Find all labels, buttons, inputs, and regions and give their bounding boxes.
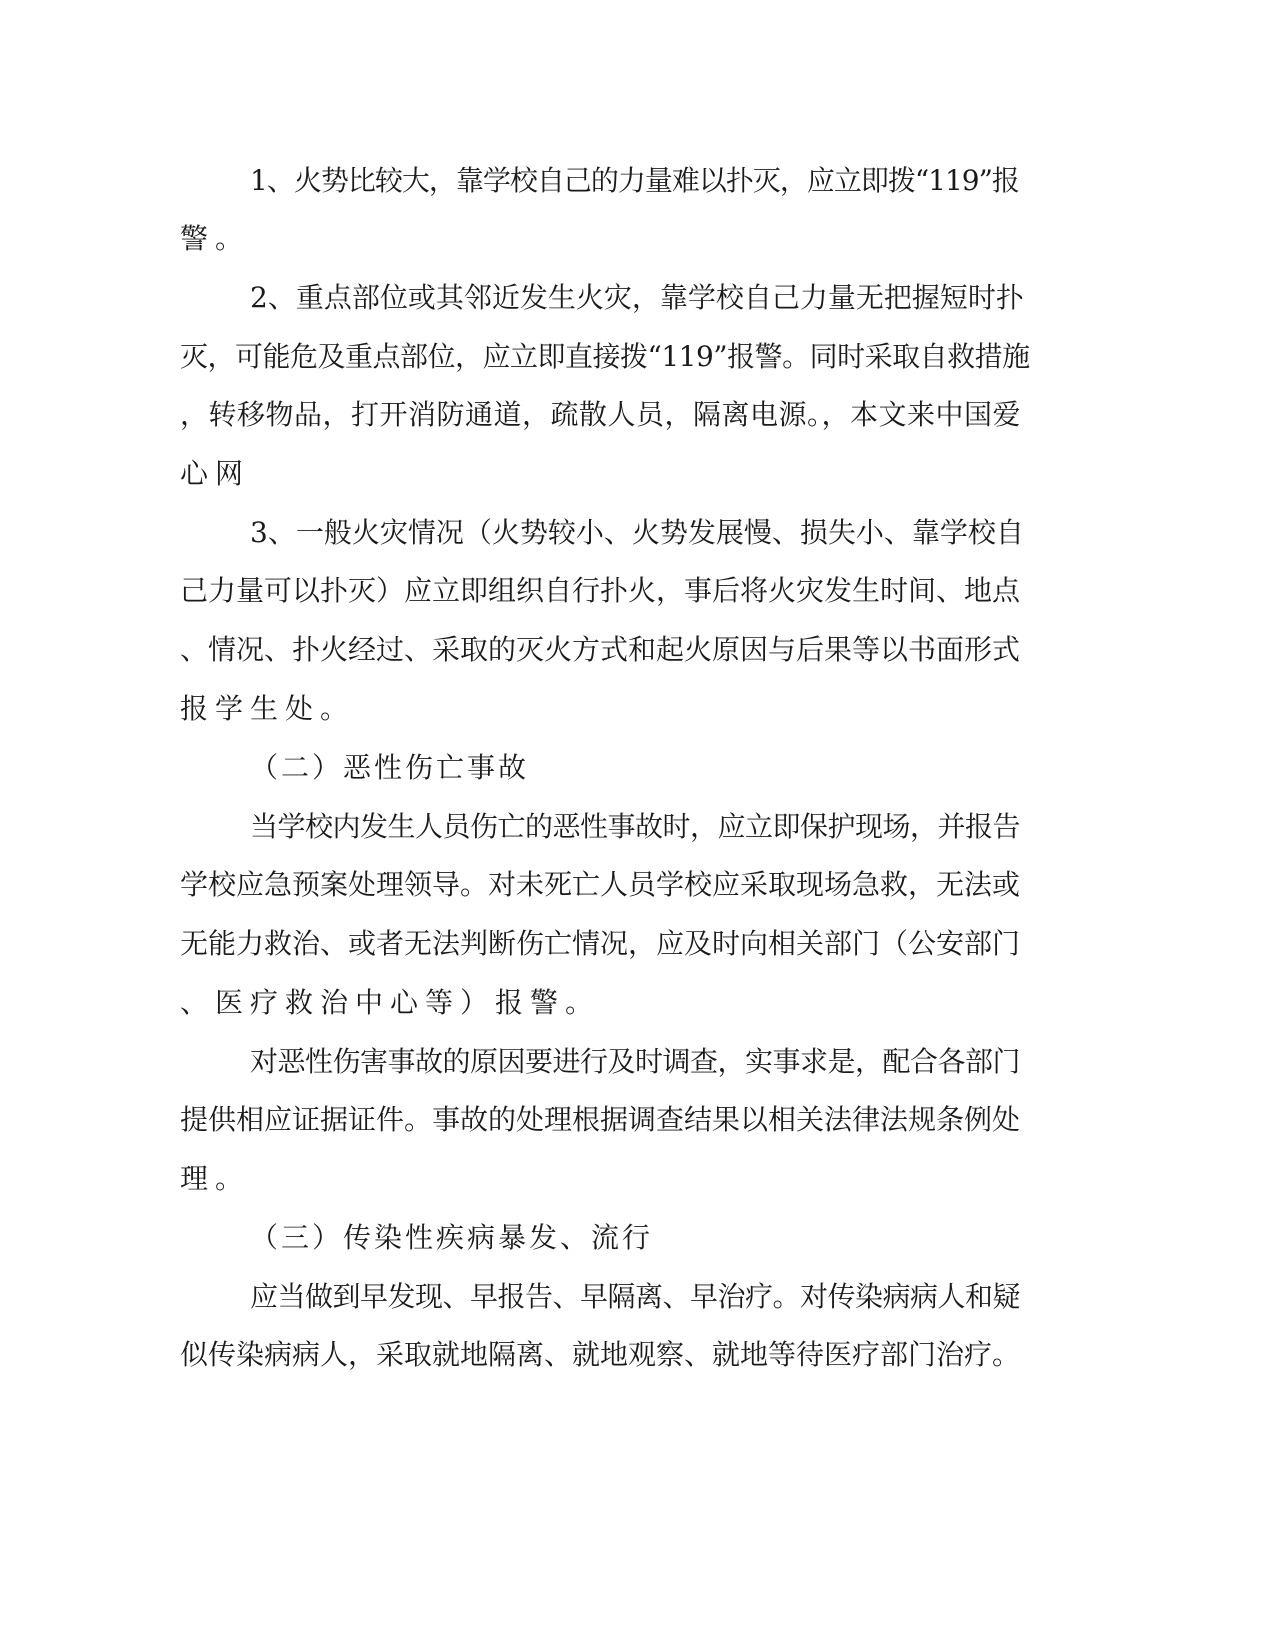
paragraph-line: 无能力救治、或者无法判断伤亡情况，应及时向相关部门（公安部门 (180, 927, 1021, 960)
paragraph-line: 3、一般火灾情况（火势较小、火势发展慢、损失小、靠学校自 (250, 516, 1024, 549)
paragraph-line: 、医疗救治中心等）报警。 (180, 986, 601, 1019)
paragraph-line: 应当做到早发现、早报告、早隔离、早治疗。对传染病病人和疑 (250, 1280, 1021, 1313)
paragraph-line: 1、火势比较大，靠学校自己的力量难以扑灭，应立即拨“119”报 (250, 164, 1019, 197)
paragraph-line: 提供相应证据证件。事故的处理根据调查结果以相关法律法规条例处 (180, 1103, 1021, 1136)
paragraph-line: 报学生处。 (180, 692, 356, 725)
paragraph-line: 理。 (180, 1162, 251, 1195)
paragraph-line: 对恶性伤害事故的原因要进行及时调查，实事求是，配合各部门 (250, 1045, 1021, 1078)
paragraph-line: 警。 (180, 222, 251, 255)
paragraph-line: 心网 (180, 457, 251, 490)
paragraph-line: 学校应急预案处理领导。对未死亡人员学校应采取现场急救，无法或 (180, 868, 1021, 901)
paragraph-line: 己力量可以扑灭）应立即组织自行扑火，事后将火灾发生时间、地点 (180, 574, 1021, 607)
paragraph-line: 灭，可能危及重点部位，应立即直接拨“119”报警。同时采取自救措施 (180, 340, 1030, 373)
paragraph-line: 、情况、扑火经过、采取的灭火方式和起火原因与后果等以书面形式 (180, 633, 1021, 666)
paragraph-line: 当学校内发生人员伤亡的恶性事故时，应立即保护现场，并报告 (250, 810, 1021, 843)
paragraph-line: 2、重点部位或其邻近发生火灾，靠学校自己力量无把握短时扑 (250, 281, 1024, 314)
section-heading: （三）传染性疾病暴发、流行 (250, 1221, 654, 1254)
paragraph-line: ，转移物品，打开消防通道，疏散人员，隔离电源。，本文来中国爱 (180, 398, 1022, 431)
section-heading: （二）恶性伤亡事故 (250, 751, 530, 784)
paragraph-line: 似传染病病人，采取就地隔离、就地观察、就地等待医疗部门治疗。 (180, 1338, 1021, 1371)
